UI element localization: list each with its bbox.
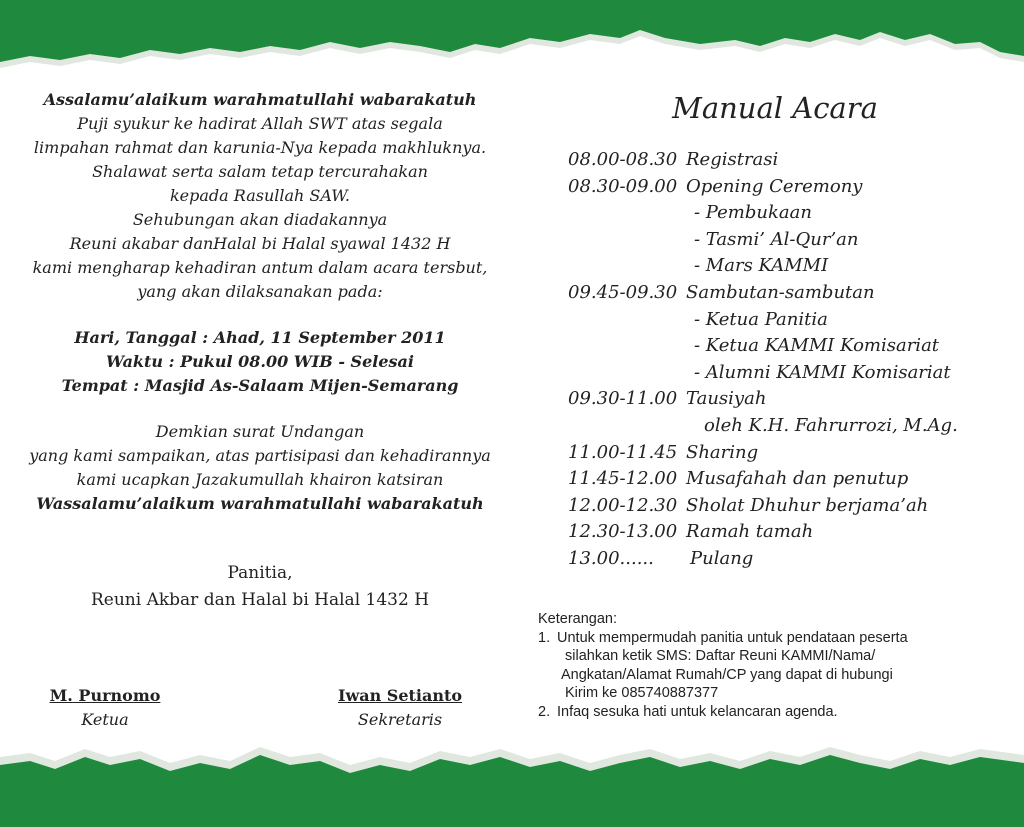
event-date: Hari, Tanggal : Ahad, 11 September 2011 <box>74 328 446 347</box>
note-line: Infaq sesuka hati untuk kelancaran agenda. <box>557 703 838 720</box>
schedule-time: 12.30-13.00 <box>568 521 678 543</box>
schedule-activity: Pulang <box>690 547 754 569</box>
letter-line: yang akan dilaksanakan pada: <box>137 282 383 301</box>
closing-line: kami ucapkan Jazakumullah khairon katsiran <box>76 470 444 489</box>
schedule-time: 12.00-12.30 <box>568 494 678 516</box>
closing-line: Demkian surat Undangan <box>155 422 365 441</box>
bottom-green-band <box>0 727 1024 827</box>
schedule-time: 09.30-11.00 <box>568 388 678 410</box>
note-line: Angkatan/Alamat Rumah/CP yang dapat di hubungi <box>561 666 893 683</box>
schedule-row <box>568 413 1008 440</box>
schedule-time: 08.30-09.00 <box>568 175 678 197</box>
event-time: Waktu : Pukul 08.00 WIB - Selesai <box>105 352 414 371</box>
schedule-activity: Sambutan-sambutan <box>686 281 875 303</box>
letter-line: Sehubungan akan diadakannya <box>132 210 388 229</box>
schedule-row <box>568 147 1008 174</box>
schedule-row <box>568 253 1008 280</box>
invitation-letter <box>20 88 500 516</box>
note-number: 1. <box>538 629 551 646</box>
note-line: Kirim ke 085740887377 <box>565 685 719 701</box>
letter-line: kepada Rasullah SAW. <box>169 186 351 205</box>
signatory-name: M. Purnomo <box>49 686 161 705</box>
closing-salam: Wassalamu’alaikum warahmatullahi wabarakatuh <box>36 494 484 513</box>
event-place: Tempat : Masjid As-Salaam Mijen-Semarang <box>61 376 459 395</box>
schedule-time: 11.00-11.45 <box>568 441 678 463</box>
schedule-activity: - Mars KAMMI <box>694 255 829 277</box>
committee-block <box>60 560 460 614</box>
letter-line: Puji syukur ke hadirat Allah SWT atas segala <box>77 114 443 133</box>
schedule-list <box>568 147 1008 573</box>
schedule-time: 08.00-08.30 <box>568 149 678 170</box>
note-number: 2. <box>538 703 551 720</box>
schedule-activity: Sharing <box>686 441 759 463</box>
committee-name: Reuni Akbar dan Halal bi Halal 1432 H <box>90 590 430 610</box>
closing-line: yang kami sampaikan, atas partisipasi dan kehadirannya <box>29 446 491 465</box>
schedule-row <box>568 333 1008 360</box>
schedule-row <box>568 493 1008 520</box>
schedule-activity: Sholat Dhuhur berjama’ah <box>686 494 929 516</box>
note-line: silahkan ketik SMS: Daftar Reuni KAMMI/Nama/ <box>565 648 876 664</box>
letter-line: Shalawat serta salam tetap tercurahakan <box>92 162 428 181</box>
signatory-secretary <box>330 684 470 732</box>
panitia-label: Panitia, <box>227 563 293 583</box>
schedule-time: 11.45-12.00 <box>568 468 678 490</box>
schedule-row <box>568 280 1008 307</box>
note-item <box>538 629 1024 703</box>
note-line: Untuk mempermudah panitia untuk pendataan peserta <box>557 629 908 646</box>
schedule-row <box>568 174 1008 201</box>
schedule-row <box>568 227 1008 254</box>
schedule-row <box>568 546 1008 573</box>
schedule-activity: Opening Ceremony <box>686 175 863 197</box>
note-item <box>538 703 1024 722</box>
schedule-row <box>568 386 1008 413</box>
notes-section <box>538 610 1024 721</box>
schedule-row <box>568 466 1008 493</box>
schedule-activity: oleh K.H. Fahrurrozi, M.Ag. <box>704 414 958 436</box>
letter-line: kami mengharap kehadiran antum dalam acara tersbut, <box>32 258 488 277</box>
schedule-row <box>568 360 1008 387</box>
opening-greeting: Assalamu’alaikum warahmatullahi wabarakatuh <box>43 90 477 109</box>
schedule-time: 13.00...... <box>568 547 654 569</box>
schedule-activity: - Ketua KAMMI Komisariat <box>694 335 940 357</box>
signatory-name: Iwan Setianto <box>337 686 463 705</box>
schedule-activity: - Ketua Panitia <box>694 308 828 330</box>
schedule-row <box>568 200 1008 227</box>
letter-line: Reuni akabar danHalal bi Halal syawal 1432 H <box>69 234 451 253</box>
schedule-row <box>568 440 1008 467</box>
letter-line: limpahan rahmat dan karunia-Nya kepada makhluknya. <box>33 138 487 157</box>
schedule-row <box>568 307 1008 334</box>
signatory-role: Sekretaris <box>357 710 443 729</box>
schedule-activity: - Tasmi’ Al-Qur’an <box>694 228 859 250</box>
signatory-role: Ketua <box>81 710 129 729</box>
top-green-band <box>0 0 1024 90</box>
schedule-activity: - Pembukaan <box>694 202 812 224</box>
signatory-chair <box>40 684 170 732</box>
schedule-activity: Ramah tamah <box>686 521 814 543</box>
schedule-time: 09.45-09.30 <box>568 281 678 303</box>
schedule-activity: Registrasi <box>686 149 779 170</box>
schedule-activity: - Alumni KAMMI Komisariat <box>694 361 951 383</box>
schedule-row <box>568 519 1008 546</box>
notes-heading: Keterangan: <box>538 611 618 627</box>
schedule-title: Manual Acara <box>672 91 878 125</box>
schedule-activity: Tausiyah <box>686 388 767 410</box>
schedule-activity: Musafahah dan penutup <box>686 468 909 490</box>
